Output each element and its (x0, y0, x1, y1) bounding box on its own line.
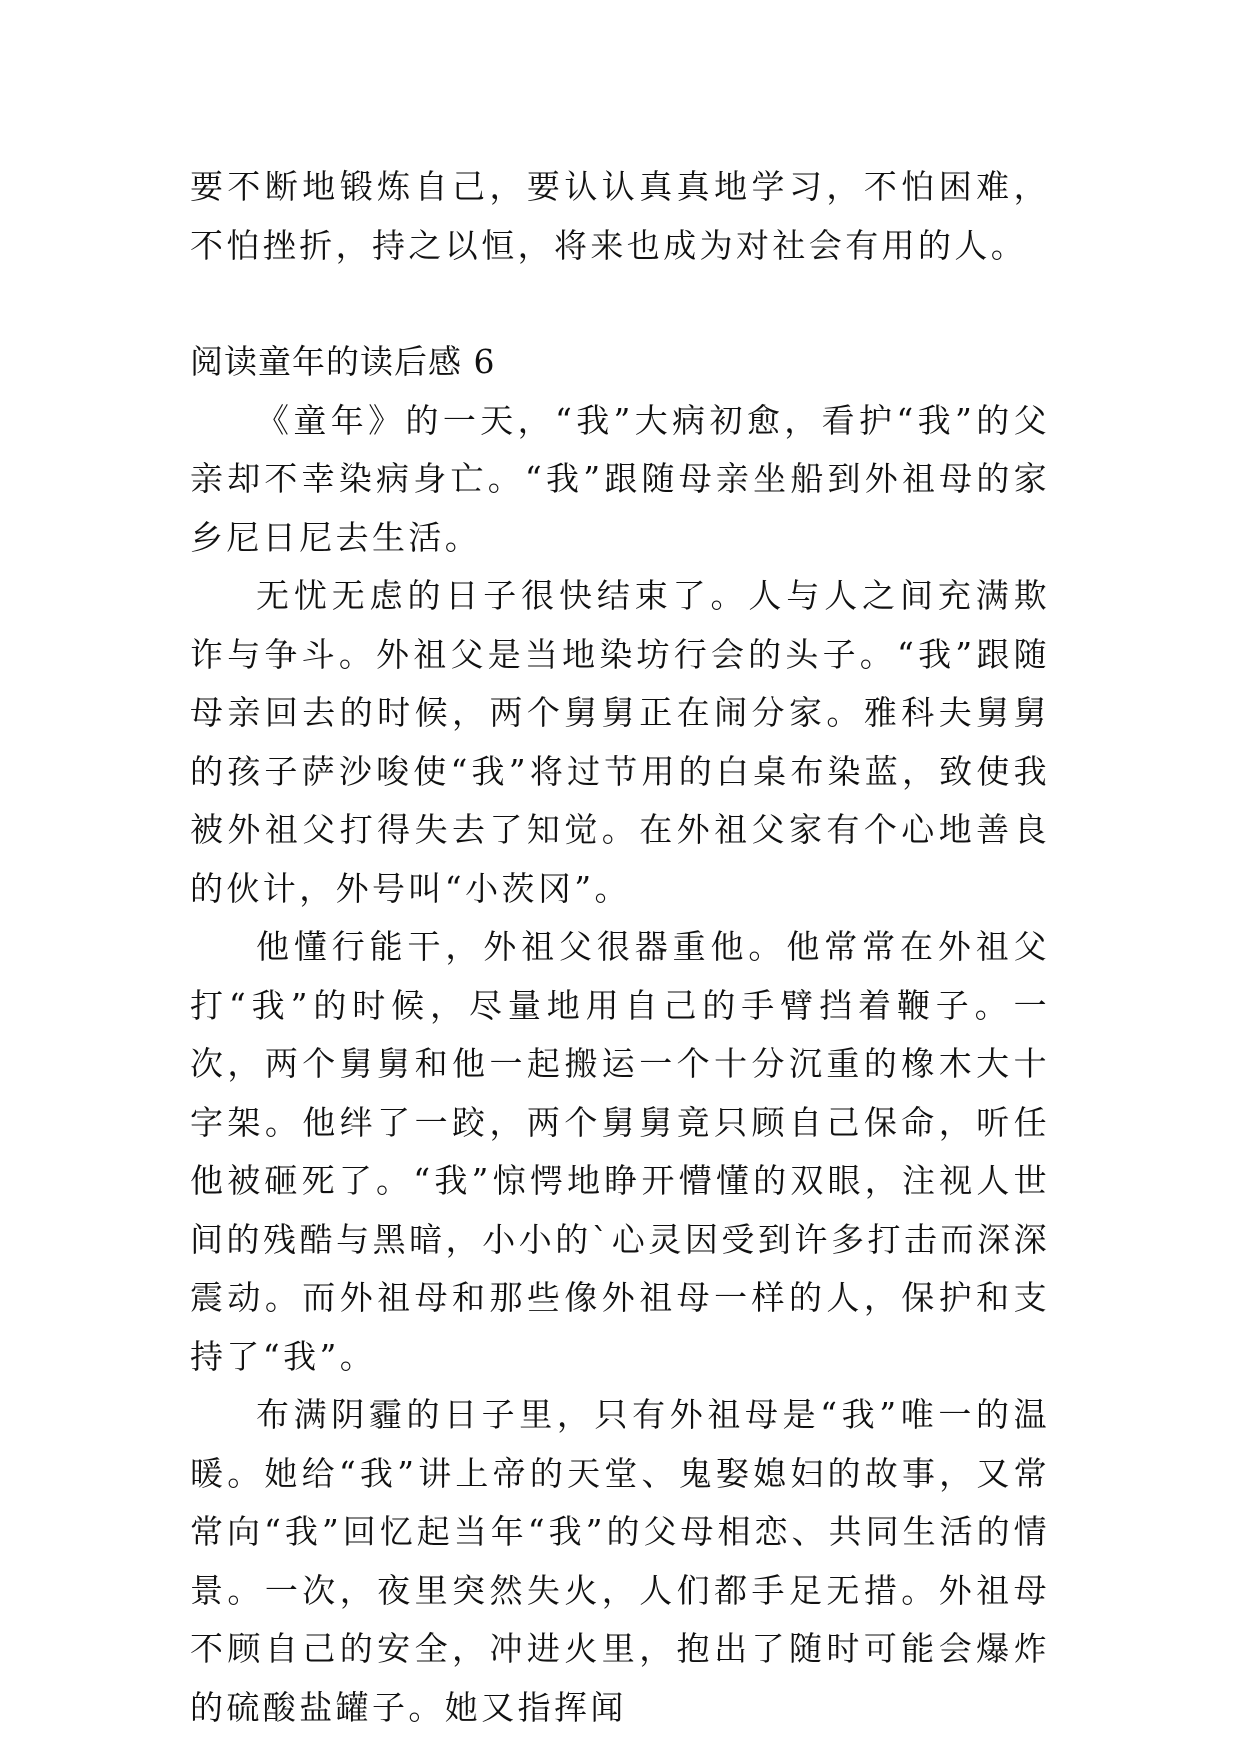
body-paragraph-1: 《童年》的一天，“我”大病初愈，看护“我”的父亲却不幸染病身亡。“我”跟随母亲坐船到外祖母的家乡尼日尼去生活。 (190, 400, 1050, 557)
intro-paragraph: 要不断地锻炼自己，要认认真真地学习，不怕困难，不怕挫折，持之以恒，将来也成为对社会有用的人。 (190, 167, 1050, 265)
body-paragraph-4: 布满阴霾的日子里，只有外祖母是“我”唯一的温暖。她给“我”讲上帝的天堂、鬼娶媳妇的故事，又常常向“我”回忆起当年“我”的父母相恋、共同生活的情景。一次，夜里突然失火，人们都手足无措。外祖母不顾自己的安全，冲进火里，抱出了随时可能会爆炸的硫酸盐罐子。她又指挥闻 (190, 1395, 1050, 1727)
section-title: 阅读童年的读后感 6 (190, 342, 496, 381)
body-paragraph-2: 无忧无虑的日子很快结束了。人与人之间充满欺诈与争斗。外祖父是当地染坊行会的头子。“我”跟随母亲回去的时候，两个舅舅正在闹分家。雅科夫舅舅的孩子萨沙唆使“我”将过节用的白桌布染蓝，致使我被外祖父打得失去了知觉。在外祖父家有个心地善良的伙计，外号叫“小茨冈”。 (190, 576, 1050, 908)
document-body (190, 158, 1050, 1737)
body-paragraph-3: 他懂行能干，外祖父很器重他。他常常在外祖父打“我”的时候，尽量地用自己的手臂挡着鞭子。一次，两个舅舅和他一起搬运一个十分沉重的橡木大十字架。他绊了一跤，两个舅舅竟只顾自己保命，听任他被砸死了。“我”惊愕地睁开懵懂的双眼，注视人世间的残酷与黑暗，小小的`心灵因受到许多打击而深深震动。而外祖母和那些像外祖母一样的人，保护和支持了“我”。 (190, 927, 1050, 1376)
